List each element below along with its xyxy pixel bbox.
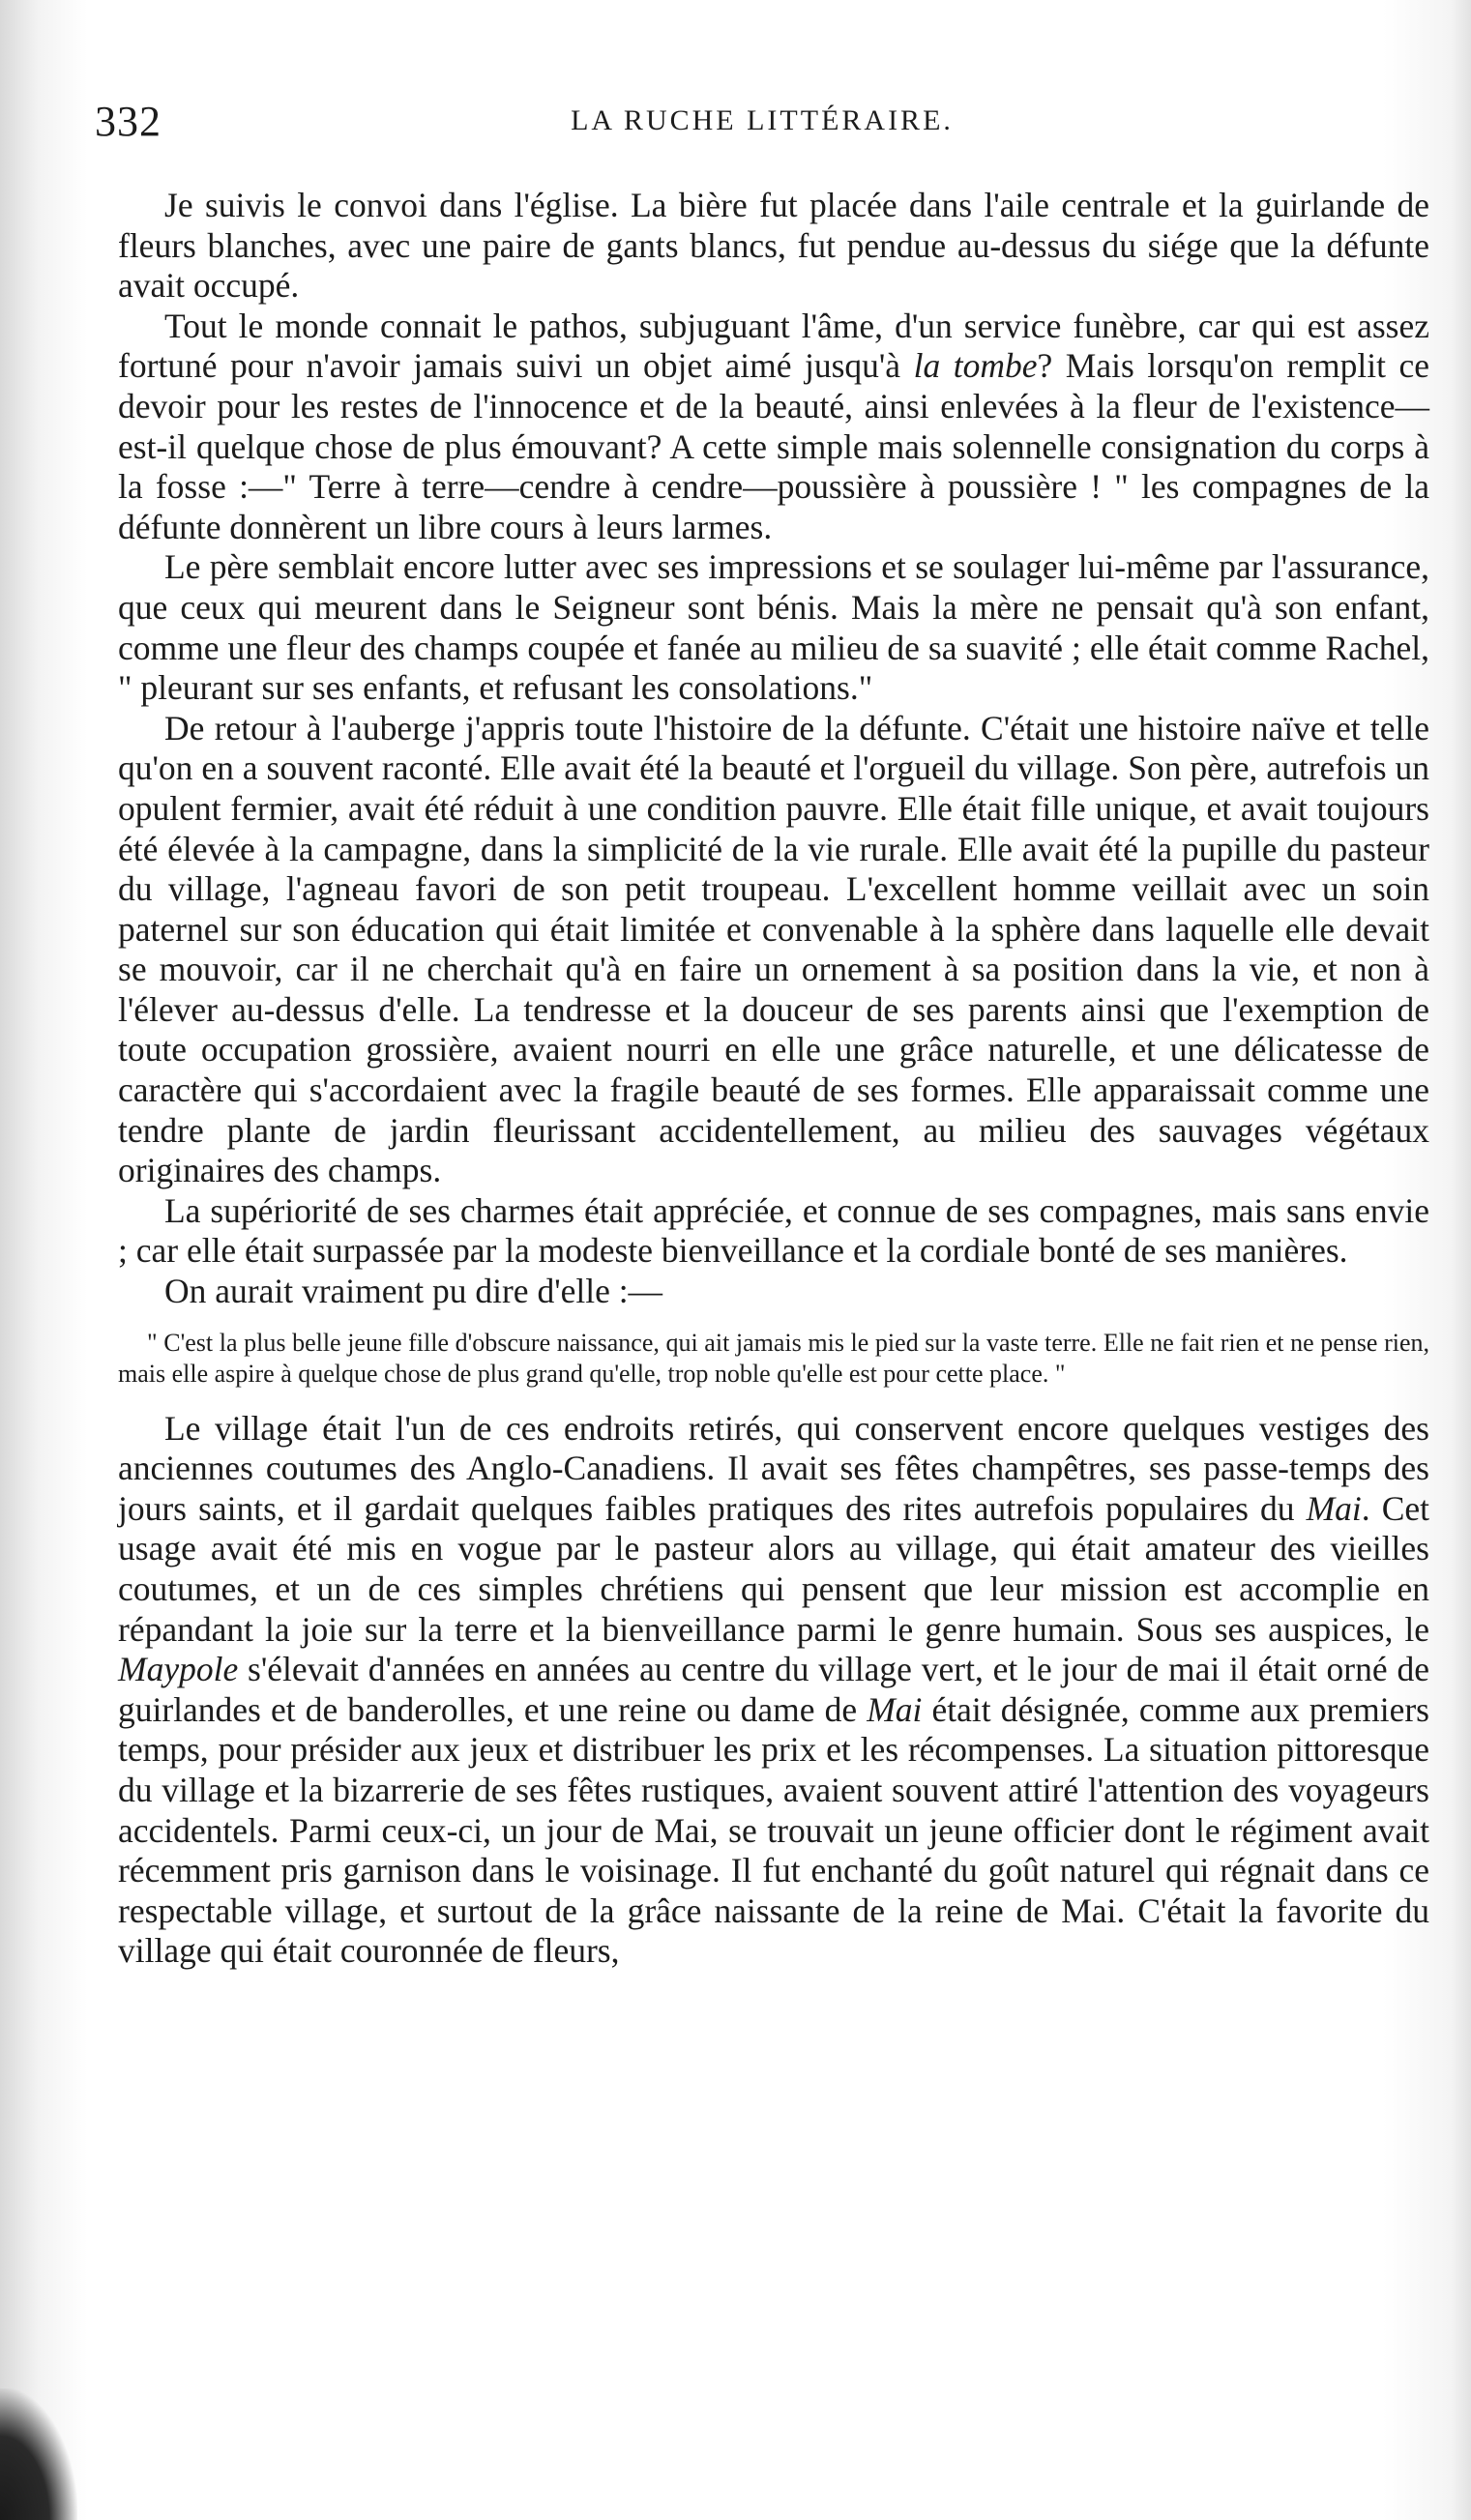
italic-text: Maypole [118, 1650, 239, 1689]
page-number: 332 [95, 98, 162, 145]
running-title: LA RUCHE LITTÉRAIRE. [571, 104, 954, 136]
paragraph-text: Le village était l'un de ces endroits retirés, qui conservent encore quelques vestiges des anciennes coutumes des Anglo-Canadiens. Il avait ses fêtes champêtres, ses passe-temps des jours saints, et il gardait quelques faibles pratiques des rites autrefois populaires du [118, 1408, 1429, 1528]
italic-text: Mai [1306, 1488, 1362, 1528]
paragraph [118, 307, 1429, 548]
paragraph-text: . Cet usage avait été mis en vogue par le pasteur alors au village, qui était amateur des vieilles coutumes, et un de ces simples chrétiens qui pensent que leur mission est accomplie en répandant la joie sur la terre et la bienveillance parmi le genre humain. Sous ses auspices, le [118, 1488, 1429, 1649]
paragraph-text: était désignée, comme aux premiers temps, pour présider aux jeux et distribuer les prix et les récompenses. La situation pittoresque du village et la bizarrerie de ses fêtes rustiques, avaient souvent attiré l'attention des voyageurs accidentels. Parmi ceux-ci, un jour de Mai, se trouvait un jeune officier dont le régiment avait récemment pris garnison dans le voisinage. Il fut enchanté du goût naturel qui régnait dans ce respectable village, et surtout de la grâce naissante de la reine de Mai. C'était la favorite du village qui était couronnée de fleurs, [118, 1689, 1429, 1971]
paragraph: La supériorité de ses charmes était appréciée, et connue de ses compagnes, mais sans envie ; car elle était surpassée par la modeste bienveillance et la cordiale bonté de ses manières. [118, 1190, 1429, 1271]
paragraph-text: Tout le monde connait le pathos, subjuguant l'âme, d'un service funèbre, car qui est assez fortuné pour n'avoir jamais suivi un objet aimé jusqu'à [118, 306, 1429, 386]
paragraph [118, 1409, 1429, 1972]
paragraph: Le père semblait encore lutter avec ses impressions et se soulager lui-même par l'assurance, que ceux qui meurent dans le Seigneur sont bénis. Mais la mère ne pensait qu'à son enfant, comme une fleur des champs coupée et fanée au milieu de sa suavité ; elle était comme Rachel, " pleurant sur ses enfants, et refusant les consolations." [118, 547, 1429, 708]
ink-blot [0, 2388, 77, 2520]
paragraph: Je suivis le convoi dans l'église. La bière fut placée dans l'aile centrale et la guirlande de fleurs blanches, avec une paire de gants blancs, fut pendue au-dessus du siége que la défunte avait occupé. [118, 186, 1429, 306]
page-header [95, 97, 1429, 145]
paragraph: On aurait vraiment pu dire d'elle :— [164, 1272, 663, 1311]
italic-text: la tombe [913, 346, 1038, 386]
paragraph-text: ? Mais lorsqu'on remplit ce devoir pour les restes de l'innocence et de la beauté, ainsi enlevées à la fleur de l'existence—est-il quelque chose de plus émouvant? A cette simple mais solennelle consignation du corps à la fosse :—" Terre à terre—cendre à cendre—poussière à poussière ! " les compagnes de la défunte donnèrent un libre cours à leurs larmes. [118, 346, 1429, 546]
paragraph: De retour à l'auberge j'appris toute l'histoire de la défunte. C'était une histoire naïve et telle qu'on en a souvent raconté. Elle avait été la beauté et l'orgueil du village. Son père, autrefois un opulent fermier, avait été réduit à une condition pauvre. Elle était fille unique, et avait toujours été élevée à la campagne, dans la simplicité de la vie rurale. Elle avait été la pupille du pasteur du village, l'agneau favori de son petit troupeau. L'excellent homme veillait avec un soin paternel sur son éducation qui était limitée et convenable à la sphère dans laquelle elle devait se mouvoir, car il ne cherchait qu'à en faire un ornement à sa position dans la vie, et non à l'élever au-dessus d'elle. La tendresse et la douceur de ses parents ainsi que l'exemption de toute occupation grossière, avaient nourri en elle une grâce naturelle, et une délicatesse de caractère qui s'accordaient avec la fragile beauté de ses formes. Elle apparaissait comme une tendre plante de jardin fleurissant accidentellement, au milieu des sauvages végétaux originaires des champs. [118, 708, 1429, 1190]
page-body [118, 186, 1429, 1972]
paragraph-text: s'élevait d'années en années au centre du village vert, et le jour de mai il était orné de guirlandes et de banderolles, et une reine ou dame de [118, 1650, 1429, 1729]
block-quote: " C'est la plus belle jeune fille d'obscure naissance, qui ait jamais mis le pied sur la vaste terre. Elle ne fait rien et ne pense rien, mais elle aspire à quelque chose de plus grand qu'elle, trop noble qu'elle est pour cette place. " [118, 1328, 1429, 1388]
italic-text: Mai [867, 1689, 923, 1729]
